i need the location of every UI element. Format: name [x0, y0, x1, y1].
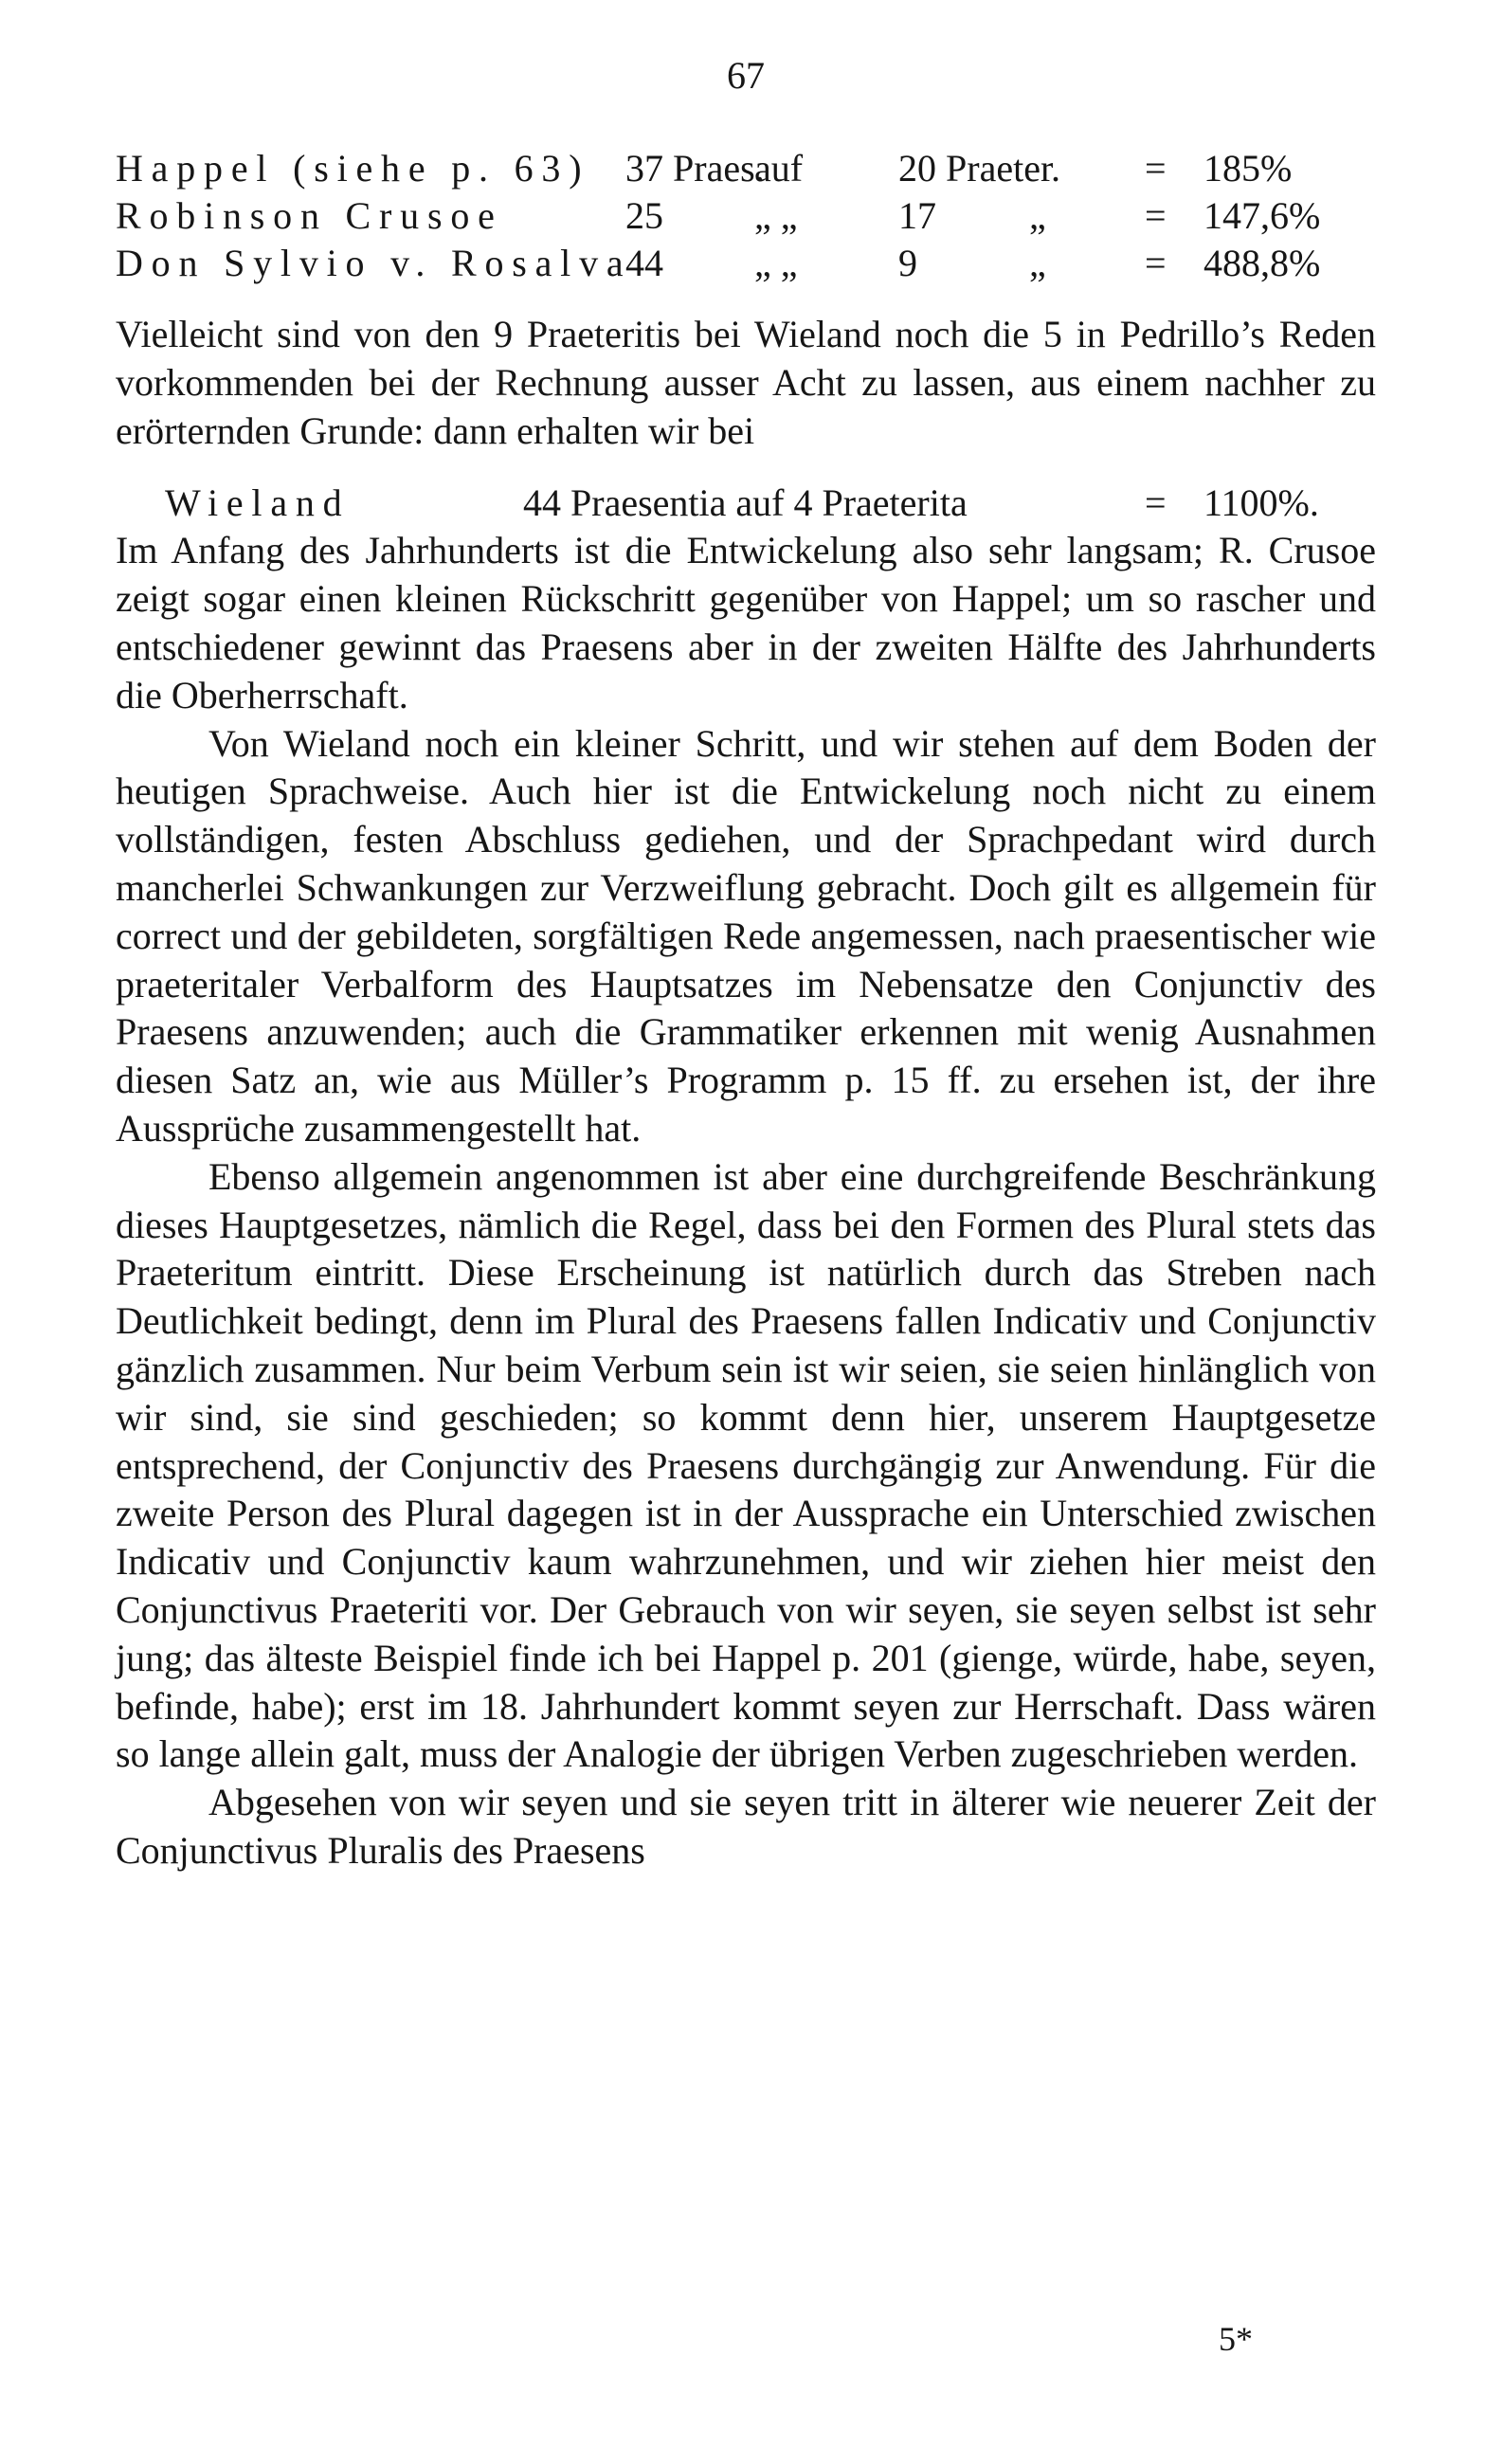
stats-equals: =	[1145, 242, 1167, 284]
paragraph-3: Von Wieland noch ein kleiner Schritt, und wir stehen auf dem Boden der heutigen Sprachweise. Auch hier ist die Entwickelung noch nicht zu einem vollständigen, festen Abschluss gediehen, und der Sprachpedant wird durch mancherlei Schwankungen zur Verzweiflung gebracht. Doch gilt es allgemein für correct und der gebildeten, sorgfältigen Rede angemessen, nach praesentischer wie praeteritaler Verbalform des Hauptsatzes im Nebensatze den Conjunctiv des Praesens anzuwenden; auch die Grammatiker erkennen mit wenig Ausnahmen diesen Satz an, wie aus Müller’s Programm p. 15 ff. zu ersehen ist, der ihre Aussprüche zusammengestellt hat.	[116, 721, 1376, 1150]
stats-name: Happel (siehe p. 63)	[116, 147, 590, 190]
stats-ditto: „ „	[754, 194, 798, 237]
paragraph-2: Im Anfang des Jahrhunderts ist die Entwickelung also sehr langsam; R. Crusoe zeigt sogar einen kleinen Rückschritt gegenüber von Happel; um so rascher und entschiedener gewinnt das Praesens aber in der zweiten Hälfte des Jahrhunderts die Oberherrschaft.	[116, 529, 1376, 716]
stats-praesentia: 25	[625, 194, 663, 237]
stats-row-don-sylvio	[116, 240, 1376, 287]
stats-ditto: „	[1029, 194, 1046, 237]
stats-ditto: „ „	[754, 242, 798, 284]
stats-equals: =	[1145, 194, 1167, 237]
stats-praeterita: 20 Praeter.	[898, 147, 1061, 190]
wieland-name: Wieland	[165, 481, 351, 525]
signature-mark: 5*	[1219, 2320, 1253, 2358]
stats-name: Robinson Crusoe	[116, 194, 503, 237]
paragraph-1: Vielleicht sind von den 9 Praeteritis bei Wieland noch die 5 in Pedrillo’s Reden vorkommenden bei der Rechnung ausser Acht zu lassen, aus einem nachher zu erörternden Grunde: dann erhalten wir bei	[116, 313, 1376, 452]
wieland-equals: =	[1145, 481, 1167, 525]
stats-percent: 147,6%	[1203, 194, 1321, 237]
stats-equals: =	[1145, 147, 1167, 190]
stats-connector: auf	[754, 147, 804, 190]
body-text	[116, 311, 1376, 1875]
stats-ditto: „	[1029, 242, 1046, 284]
book-page	[116, 45, 1376, 2434]
stats-name: Don Sylvio v. Rosalva	[116, 242, 632, 284]
page-number: 67	[727, 54, 765, 97]
statistics-table	[116, 145, 1376, 287]
stats-percent: 488,8%	[1203, 242, 1321, 284]
stats-row-happel	[116, 145, 1376, 192]
stats-praesentia: 44	[625, 242, 663, 284]
paragraph-4: Ebenso allgemein angenommen ist aber eine durchgreifende Beschränkung dieses Hauptgesetzes, nämlich die Regel, dass bei den Formen des Plural stets das Praeteritum eintritt. Diese Erscheinung ist natürlich durch das Streben nach Deutlichkeit bedingt, denn im Plural des Praesens fallen Indicativ und Conjunctiv gänzlich zusammen. Nur beim Verbum sein ist wir seien, sie seien hinlänglich von wir sind, sie sind geschieden; so kommt denn hier, unserem Hauptgesetze entsprechend, der Conjunctiv des Praesens durchgängig zur Anwendung. Für die zweite Person des Plural dagegen ist in der Aussprache ein Unterschied zwischen Indicativ und Conjunctiv kaum wahrzunehmen, und wir ziehen hier meist den Conjunctivus Praeteriti vor. Der Gebrauch von wir seyen, sie seyen selbst ist sehr jung; das älteste Beispiel finde ich bei Happel p. 201 (gienge, würde, habe, seyen, befinde, habe); erst im 18. Jahrhundert kommt seyen zur Herrschaft. Dass wären so lange allein galt, muss der Analogie der übrigen Verben zugeschrieben werden.	[116, 1154, 1376, 1776]
stats-praeterita: 9	[898, 242, 917, 284]
paragraph-5: Abgesehen von wir seyen und sie seyen tritt in älterer wie neuerer Zeit der Conjunctivus Pluralis des Praesens	[116, 1781, 1376, 1872]
wieland-percent: 1100%.	[1203, 481, 1319, 525]
stats-praeterita: 17	[898, 194, 936, 237]
stats-praesentia: 37 Praes.	[625, 147, 765, 190]
wieland-row	[116, 480, 1376, 527]
stats-row-robinson	[116, 192, 1376, 240]
stats-percent: 185%	[1203, 147, 1293, 190]
wieland-counts: 44 Praesentia auf 4 Praeterita	[523, 481, 968, 525]
